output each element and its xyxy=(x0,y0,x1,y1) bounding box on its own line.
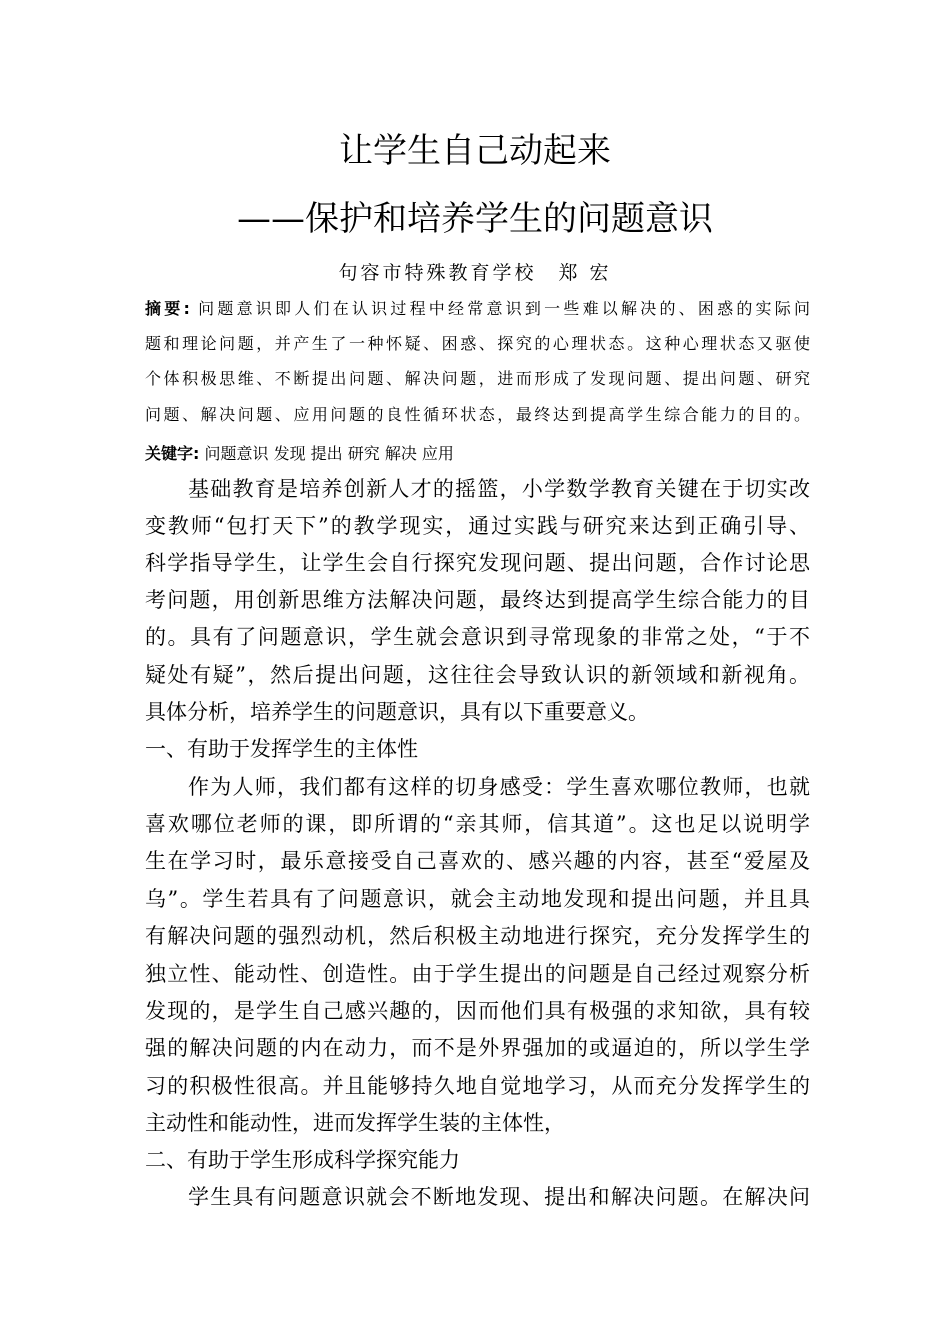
body-text-line: 的。具有了问题意识，学生就会意识到寻常现象的非常之处，“于不 xyxy=(145,625,810,649)
abstract-line xyxy=(145,296,810,322)
body-text-line: 喜欢哪位老师的课，即所谓的“亲其师，信其道”。这也足以说明学 xyxy=(145,812,810,836)
keywords-label: 关键字: xyxy=(145,444,200,463)
body-text-line: 疑处有疑”，然后提出问题，这往往会导致认识的新领域和新视角。 xyxy=(145,663,810,687)
body-text-line: 乌”。学生若具有了问题意识，就会主动地发现和提出问题，并且具 xyxy=(145,887,810,911)
section-heading: 二、有助于学生形成科学探究能力 xyxy=(145,1148,460,1172)
keywords-text: 问题意识 发现 提出 研究 解决 应用 xyxy=(199,444,454,463)
body-text-line: 生在学习时，最乐意接受自己喜欢的、感兴趣的内容，甚至“爱屋及 xyxy=(145,849,810,873)
body-text-line: 习的积极性很高。并且能够持久地自觉地学习，从而充分发挥学生的 xyxy=(145,1074,810,1098)
keywords-line xyxy=(145,441,810,467)
document-subtitle: ——保护和培养学生的问题意识 xyxy=(237,199,713,239)
body-text-line: 考问题，用创新思维方法解决问题，最终达到提高学生综合能力的目 xyxy=(145,588,810,612)
body-text-line: 有解决问题的强烈动机，然后积极主动地进行探究，充分发挥学生的 xyxy=(145,924,810,948)
body-text-line: 科学指导学生，让学生会自行探究发现问题、提出问题，合作讨论思 xyxy=(145,551,810,575)
body-text-line: 基础教育是培养创新人才的摇篮，小学数学教育关键在于切实改 xyxy=(188,477,810,501)
section-heading: 一、有助于发挥学生的主体性 xyxy=(145,737,418,761)
body-text-line: 独立性、能动性、创造性。由于学生提出的问题是自己经过观察分析 xyxy=(145,962,810,986)
body-text-line: 主动性和能动性，进而发挥学生装的主体性， xyxy=(145,1111,565,1135)
body-text-line: 发现的，是学生自己感兴趣的，因而他们具有极强的求知欲，具有较 xyxy=(145,999,810,1023)
body-text-line: 变教师“包打天下”的教学现实，通过实践与研究来达到正确引导、 xyxy=(145,514,810,538)
body-text-line: 作为人师，我们都有这样的切身感受：学生喜欢哪位教师，也就 xyxy=(188,775,810,799)
document-title: 让学生自己动起来 xyxy=(339,131,611,171)
abstract-text: 问题意识即人们在认识过程中经常意识到一些难以解决的、困惑的实际问 xyxy=(189,299,810,318)
body-text-line: 学生具有问题意识就会不断地发现、提出和解决问题。在解决问 xyxy=(188,1185,810,1209)
abstract-line: 题和理论问题，并产生了一种怀疑、困惑、探究的心理状态。这种心理状态又驱使 xyxy=(145,334,810,353)
abstract-label: 摘要: xyxy=(145,299,190,318)
abstract-line: 问题、解决问题、应用问题的良性循环状态，最终达到提高学生综合能力的目的。 xyxy=(145,405,810,424)
body-text-line: 具体分析，培养学生的问题意识，具有以下重要意义。 xyxy=(145,700,649,724)
body-text-line: 强的解决问题的内在动力，而不是外界强加的或逼迫的，所以学生学 xyxy=(145,1036,810,1060)
abstract-line: 个体积极思维、不断提出问题、解决问题，进而形成了发现问题、提出问题、研究 xyxy=(145,369,810,388)
author-line: 句容市特殊教育学校 郑 宏 xyxy=(338,262,612,284)
